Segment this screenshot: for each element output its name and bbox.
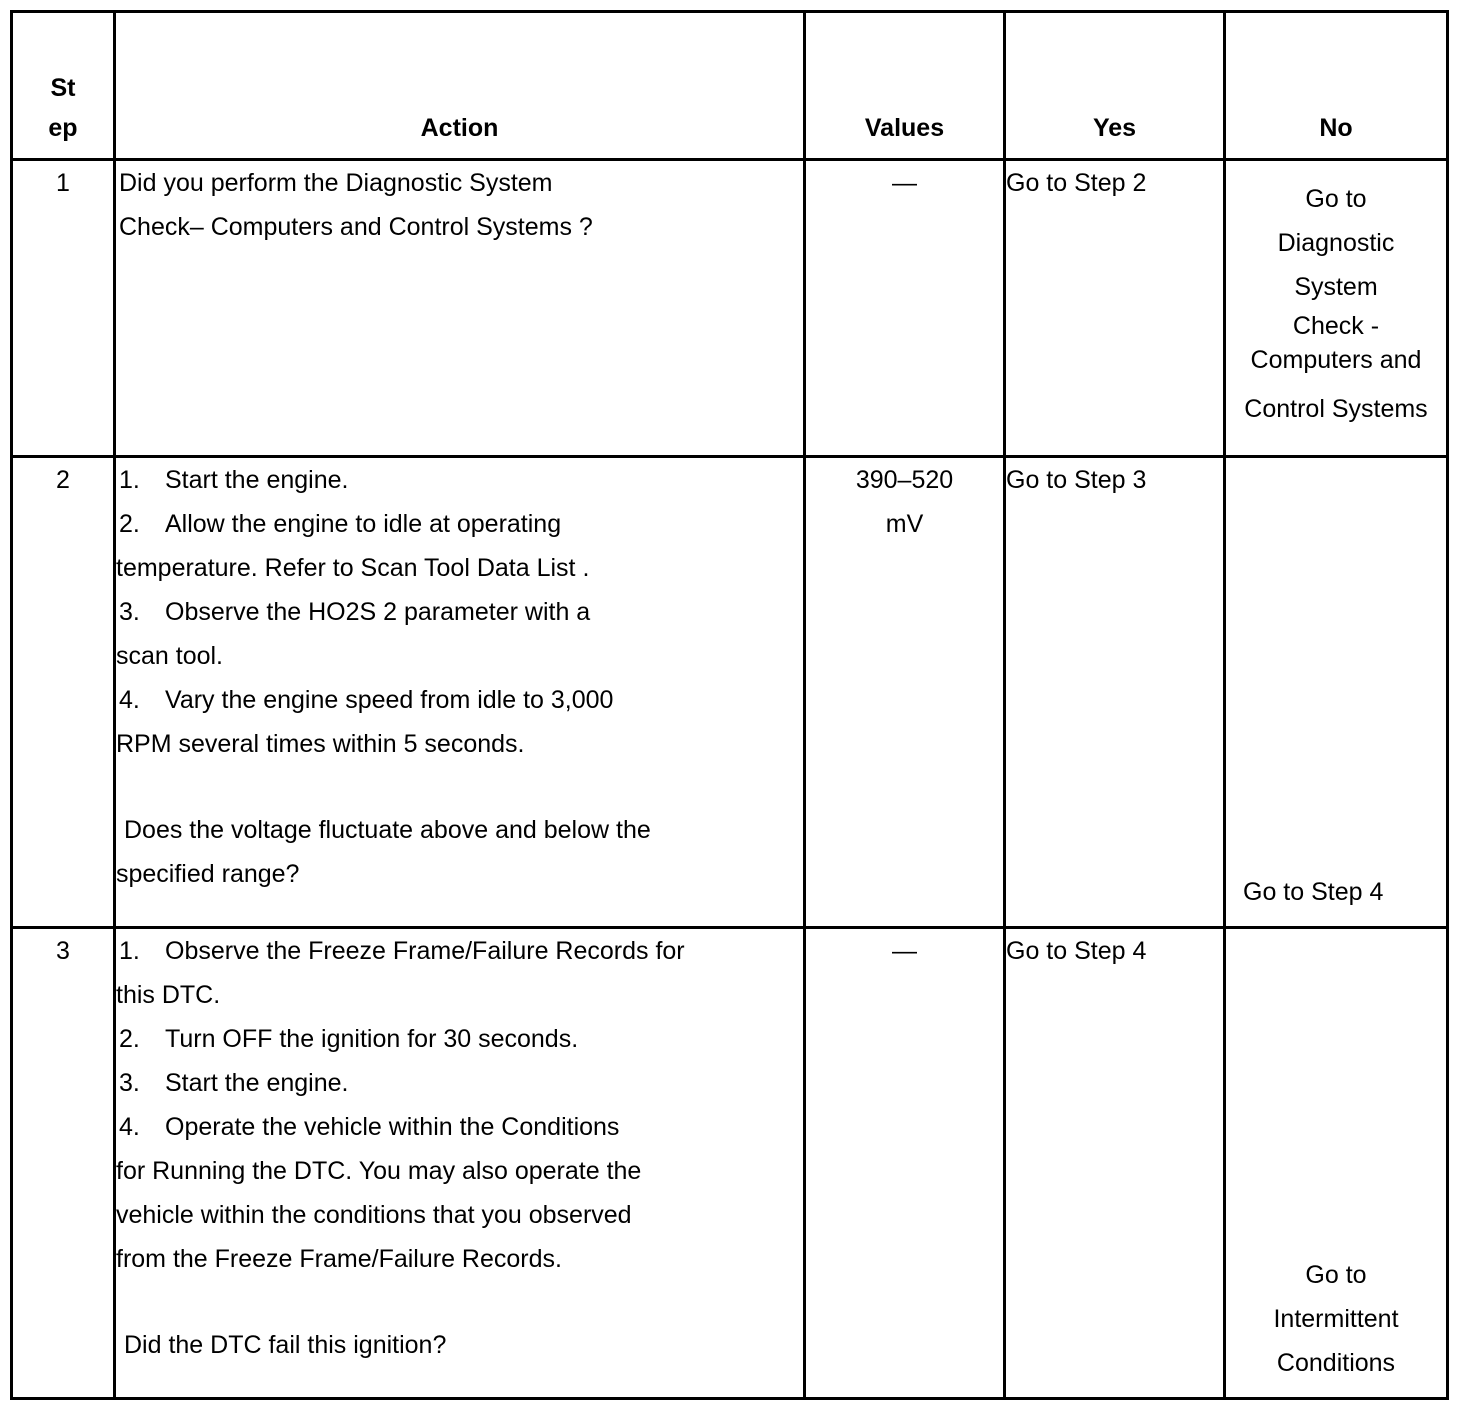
action-cell	[115, 928, 805, 1399]
value-range: 390–520	[855, 466, 954, 494]
list-item-continuation: for Running the DTC. You may also operate the	[116, 1157, 642, 1185]
no-link[interactable]	[1225, 928, 1448, 1399]
step-number: 1	[12, 160, 115, 457]
list-item-continuation: vehicle within the conditions that you observed	[116, 1201, 632, 1229]
action-text: Check– Computers and Control Systems ?	[119, 213, 593, 241]
header-values: Values	[805, 12, 1005, 160]
yes-link[interactable]: Go to Step 4	[1005, 928, 1225, 1399]
no-link-line: Check -	[1292, 312, 1380, 340]
table-row	[12, 928, 1448, 1399]
list-item: 1. Start the engine.	[119, 466, 349, 494]
question-text: specified range?	[116, 860, 300, 888]
list-item: 1. Observe the Freeze Frame/Failure Records for	[119, 937, 685, 965]
list-item: 4. Operate the vehicle within the Conditions	[119, 1113, 620, 1141]
action-cell	[115, 160, 805, 457]
list-item-continuation: from the Freeze Frame/Failure Records.	[116, 1245, 562, 1273]
spacer	[116, 1281, 803, 1323]
list-item: 3. Observe the HO2S 2 parameter with a	[119, 598, 591, 626]
header-yes: Yes	[1005, 12, 1225, 160]
header-step-line1: St	[50, 74, 76, 102]
value-cell	[805, 457, 1005, 928]
action-text: Did you perform the Diagnostic System	[119, 169, 553, 197]
no-link-line: Control Systems	[1244, 395, 1428, 423]
no-link[interactable]	[1225, 160, 1448, 457]
list-item: 3. Start the engine.	[119, 1069, 349, 1097]
no-link-line: System	[1294, 273, 1378, 301]
list-item: 4. Vary the engine speed from idle to 3,000	[119, 686, 614, 714]
spacer	[116, 766, 803, 808]
diagnostic-table	[10, 10, 1449, 1400]
no-link-line: Conditions	[1276, 1349, 1396, 1377]
list-item: 2. Turn OFF the ignition for 30 seconds.	[119, 1025, 579, 1053]
list-item: 2. Allow the engine to idle at operating	[119, 510, 562, 538]
header-step	[12, 12, 115, 160]
no-link-line: Go to	[1305, 185, 1367, 213]
yes-link[interactable]: Go to Step 2	[1005, 160, 1225, 457]
no-link-line: Intermittent	[1273, 1305, 1399, 1333]
header-action: Action	[115, 12, 805, 160]
table-row	[12, 457, 1448, 928]
no-link[interactable]: Go to Step 4	[1225, 457, 1448, 928]
question-text: Did the DTC fail this ignition?	[124, 1331, 447, 1359]
step-number: 2	[12, 457, 115, 928]
header-no: No	[1225, 12, 1448, 160]
step-number: 3	[12, 928, 115, 1399]
list-item-continuation: temperature. Refer to Scan Tool Data List .	[116, 554, 590, 582]
yes-link[interactable]: Go to Step 3	[1005, 457, 1225, 928]
header-step-line2: ep	[48, 114, 78, 142]
action-cell	[115, 457, 805, 928]
value-cell: —	[805, 928, 1005, 1399]
list-item-continuation: scan tool.	[116, 642, 224, 670]
list-item-continuation: RPM several times within 5 seconds.	[116, 730, 525, 758]
question-text: Does the voltage fluctuate above and below the	[124, 816, 651, 844]
no-link-line: Go to	[1305, 1261, 1367, 1289]
no-link-line: Computers and	[1250, 346, 1422, 374]
table-row	[12, 160, 1448, 457]
value-cell: —	[805, 160, 1005, 457]
header-row	[12, 12, 1448, 160]
no-link-line: Diagnostic	[1277, 229, 1395, 257]
list-item-continuation: this DTC.	[116, 981, 221, 1009]
value-unit: mV	[885, 510, 924, 538]
